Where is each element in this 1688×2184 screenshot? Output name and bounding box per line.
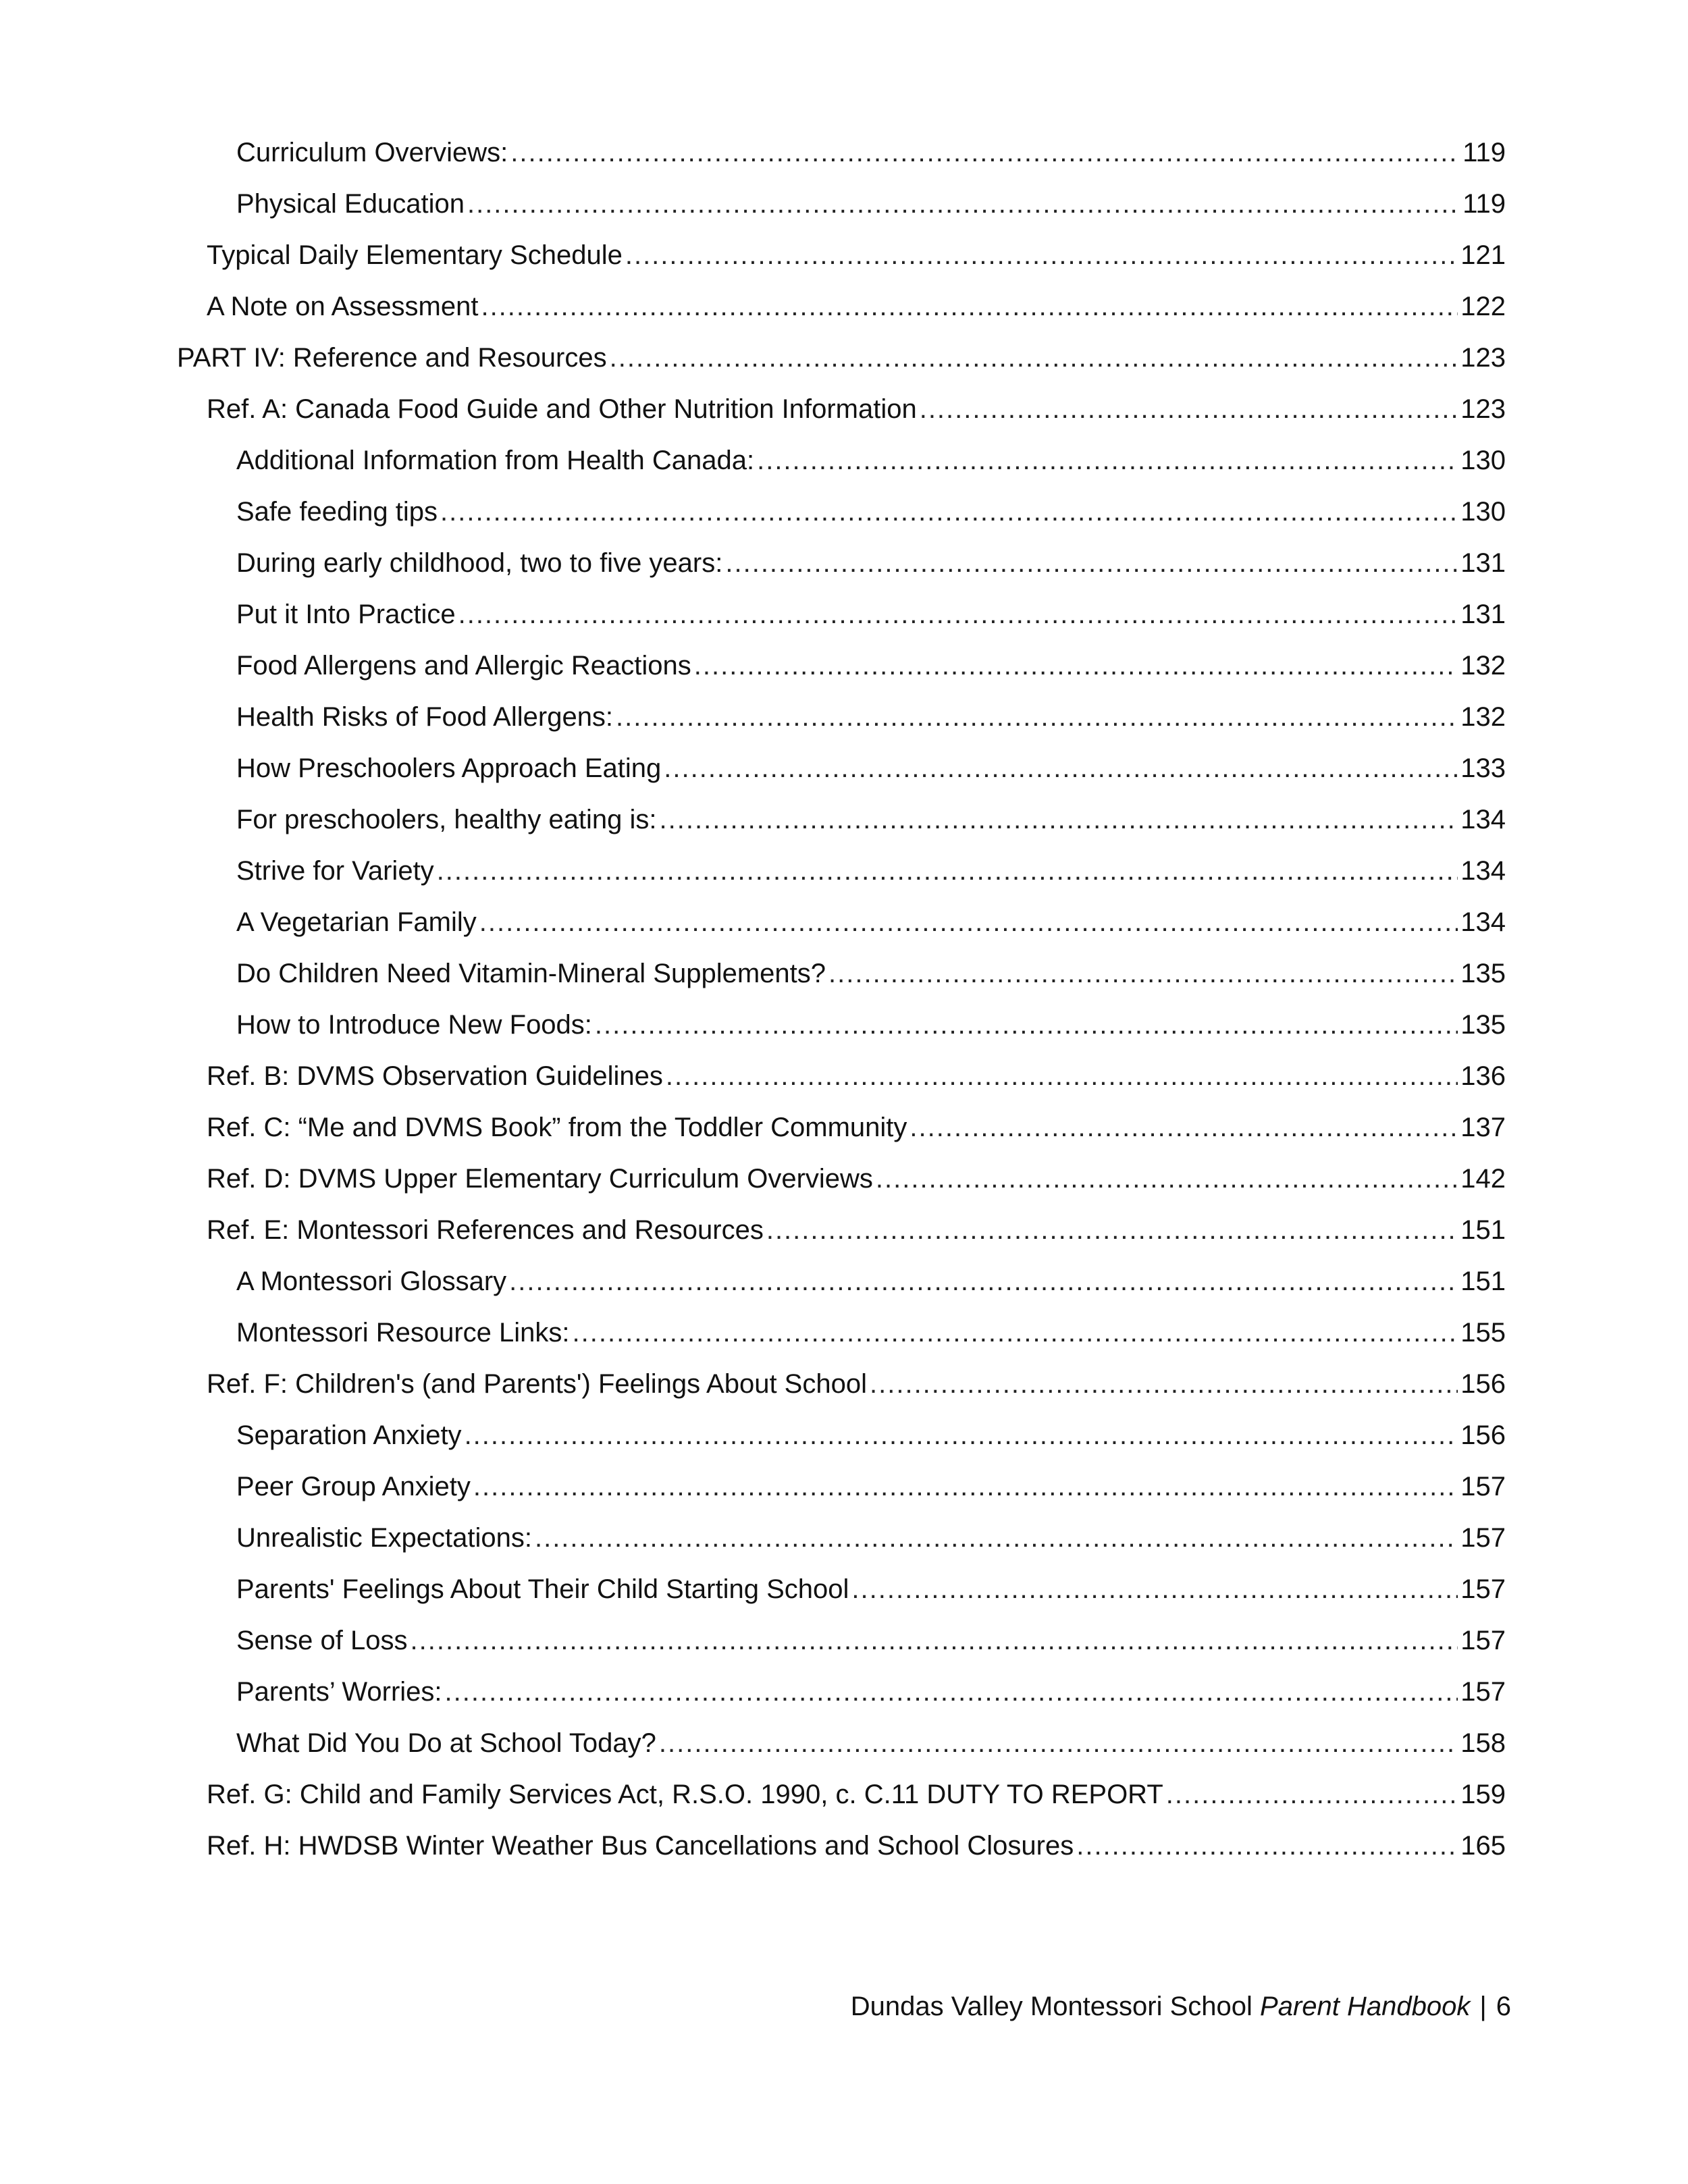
toc-entry[interactable] <box>177 1564 1506 1615</box>
toc-dot-leader <box>479 906 1458 938</box>
toc-entry[interactable] <box>177 897 1506 948</box>
toc-entry[interactable] <box>177 1410 1506 1461</box>
toc-entry-page-number: 157 <box>1460 1626 1506 1655</box>
toc-dot-leader <box>851 1573 1458 1605</box>
toc-dot-leader <box>920 393 1458 425</box>
toc-entry-page-number: 123 <box>1460 394 1506 424</box>
toc-dot-leader <box>481 290 1458 323</box>
toc-entry-title: Parents’ Worries: <box>236 1677 442 1707</box>
toc-dot-leader <box>445 1676 1458 1708</box>
toc-dot-leader <box>870 1368 1458 1400</box>
toc-dot-leader <box>440 496 1458 528</box>
toc-dot-leader <box>766 1214 1458 1246</box>
toc-dot-leader <box>659 1727 1458 1759</box>
toc-entry-title: Separation Anxiety <box>236 1420 462 1450</box>
toc-entry-page-number: 131 <box>1460 548 1506 578</box>
toc-entry[interactable] <box>177 486 1506 537</box>
toc-dot-leader <box>666 1060 1458 1092</box>
toc-entry[interactable] <box>177 589 1506 640</box>
toc-entry[interactable] <box>177 537 1506 589</box>
toc-dot-leader <box>694 649 1458 682</box>
toc-entry-title: A Montessori Glossary <box>236 1267 507 1296</box>
toc-dot-leader <box>1166 1778 1458 1811</box>
toc-entry[interactable] <box>177 1717 1506 1769</box>
toc-entry[interactable] <box>177 230 1506 281</box>
toc-entry-page-number: 155 <box>1460 1318 1506 1348</box>
toc-entry-title: Peer Group Anxiety <box>236 1472 471 1501</box>
toc-entry-page-number: 156 <box>1460 1369 1506 1399</box>
toc-dot-leader <box>660 803 1458 836</box>
toc-dot-leader <box>828 957 1458 990</box>
toc-entry-page-number: 134 <box>1460 805 1506 834</box>
toc-entry-title: Ref. B: DVMS Observation Guidelines <box>207 1061 663 1091</box>
toc-entry[interactable] <box>177 999 1506 1050</box>
toc-dot-leader <box>411 1624 1458 1657</box>
toc-entry[interactable] <box>177 1153 1506 1204</box>
toc-dot-leader <box>437 855 1458 887</box>
toc-entry-page-number: 132 <box>1460 702 1506 732</box>
toc-entry-page-number: 137 <box>1460 1113 1506 1142</box>
toc-entry-title: During early childhood, two to five years: <box>236 548 723 578</box>
toc-entry-title: Put it Into Practice <box>236 600 456 629</box>
toc-entry-page-number: 157 <box>1460 1523 1506 1553</box>
footer-school-name: Dundas Valley Montessori School <box>850 1992 1261 2021</box>
toc-entry[interactable] <box>177 435 1506 486</box>
toc-entry[interactable] <box>177 640 1506 691</box>
toc-entry[interactable] <box>177 1307 1506 1358</box>
toc-dot-leader <box>757 444 1458 477</box>
toc-entry-page-number: 165 <box>1460 1831 1506 1861</box>
toc-entry[interactable] <box>177 794 1506 845</box>
toc-dot-leader <box>616 701 1458 733</box>
toc-dot-leader <box>467 188 1460 220</box>
toc-entry-title: How to Introduce New Foods: <box>236 1010 592 1040</box>
toc-entry-title: What Did You Do at School Today? <box>236 1728 656 1758</box>
toc-entry-title: PART IV: Reference and Resources <box>177 343 607 373</box>
toc-entry[interactable] <box>177 1102 1506 1153</box>
toc-entry-page-number: 159 <box>1460 1780 1506 1809</box>
toc-entry-title: Parents' Feelings About Their Child Starting School <box>236 1574 849 1604</box>
toc-entry[interactable] <box>177 1615 1506 1666</box>
toc-dot-leader <box>509 1265 1458 1298</box>
toc-dot-leader <box>595 1009 1458 1041</box>
toc-dot-leader <box>909 1111 1458 1144</box>
toc-entry-title: Ref. G: Child and Family Services Act, R.S.O. 1990, c. C.11 DUTY TO REPORT <box>207 1780 1163 1809</box>
toc-dot-leader <box>458 598 1458 631</box>
toc-entry-title: Unrealistic Expectations: <box>236 1523 532 1553</box>
toc-dot-leader <box>876 1163 1458 1195</box>
toc-entry[interactable] <box>177 178 1506 230</box>
toc-dot-leader <box>473 1470 1458 1503</box>
toc-entry-page-number: 136 <box>1460 1061 1506 1091</box>
toc-entry-title: Strive for Variety <box>236 856 434 886</box>
toc-entry[interactable] <box>177 1256 1506 1307</box>
toc-entry-title: Food Allergens and Allergic Reactions <box>236 651 691 681</box>
toc-entry-page-number: 135 <box>1460 959 1506 988</box>
toc-dot-leader <box>510 136 1460 169</box>
toc-entry-page-number: 135 <box>1460 1010 1506 1040</box>
toc-entry-page-number: 132 <box>1460 651 1506 681</box>
toc-entry-title: For preschoolers, healthy eating is: <box>236 805 657 834</box>
toc-entry-page-number: 134 <box>1460 856 1506 886</box>
toc-entry-title: Safe feeding tips <box>236 497 438 527</box>
toc-entry[interactable] <box>177 1461 1506 1512</box>
toc-entry[interactable] <box>177 691 1506 743</box>
toc-entry-title: Ref. C: “Me and DVMS Book” from the Toddler Community <box>207 1113 907 1142</box>
toc-entry[interactable] <box>177 127 1506 178</box>
toc-entry-title: A Note on Assessment <box>207 292 479 321</box>
toc-entry-title: A Vegetarian Family <box>236 907 477 937</box>
toc-entry-title: Ref. E: Montessori References and Resources <box>207 1215 764 1245</box>
toc-entry[interactable] <box>177 1666 1506 1717</box>
toc-dot-leader <box>1076 1830 1458 1862</box>
toc-entry-page-number: 121 <box>1460 240 1506 270</box>
toc-entry-title: Ref. D: DVMS Upper Elementary Curriculum Overviews <box>207 1164 873 1194</box>
toc-entry-page-number: 156 <box>1460 1420 1506 1450</box>
toc-dot-leader <box>725 547 1458 579</box>
toc-entry-page-number: 157 <box>1460 1677 1506 1707</box>
toc-entry[interactable] <box>177 1769 1506 1820</box>
toc-entry-title: Physical Education <box>236 189 465 219</box>
toc-entry-title: Curriculum Overviews: <box>236 138 508 167</box>
toc-entry-title: Ref. H: HWDSB Winter Weather Bus Cancellations and School Closures <box>207 1831 1074 1861</box>
toc-entry[interactable] <box>177 1820 1506 1871</box>
toc-dot-leader <box>664 752 1458 784</box>
toc-entry-title: Do Children Need Vitamin-Mineral Supplements? <box>236 959 826 988</box>
page-footer <box>851 1990 1511 2023</box>
toc-entry-title: Health Risks of Food Allergens: <box>236 702 614 732</box>
toc-entry-page-number: 122 <box>1460 292 1506 321</box>
toc-entry[interactable] <box>177 383 1506 435</box>
toc-entry-page-number: 134 <box>1460 907 1506 937</box>
toc-entry[interactable] <box>177 743 1506 794</box>
toc-entry-title: Montessori Resource Links: <box>236 1318 570 1348</box>
toc-entry[interactable] <box>177 332 1506 383</box>
toc-entry-title: Ref. F: Children's (and Parents') Feelings About School <box>207 1369 867 1399</box>
toc-entry-title: Additional Information from Health Canada: <box>236 446 755 475</box>
footer-handbook-title: Parent Handbook <box>1260 1992 1471 2021</box>
toc-entry-page-number: 131 <box>1460 600 1506 629</box>
toc-dot-leader <box>535 1522 1458 1554</box>
toc-entry[interactable] <box>177 281 1506 332</box>
toc-entry[interactable] <box>177 1358 1506 1410</box>
toc-entry-page-number: 133 <box>1460 753 1506 783</box>
toc-entry-page-number: 119 <box>1462 189 1506 219</box>
toc-entry[interactable] <box>177 948 1506 999</box>
toc-entry-page-number: 130 <box>1460 497 1506 527</box>
toc-entry-page-number: 157 <box>1460 1574 1506 1604</box>
toc-entry[interactable] <box>177 1204 1506 1256</box>
toc-dot-leader <box>625 239 1458 271</box>
toc-entry-title: Sense of Loss <box>236 1626 408 1655</box>
toc-entry-title: Typical Daily Elementary Schedule <box>207 240 623 270</box>
toc-dot-leader <box>610 342 1458 374</box>
toc-dot-leader <box>465 1419 1458 1451</box>
footer-page-number: 6 <box>1496 1992 1511 2021</box>
toc-entry-page-number: 119 <box>1462 138 1506 167</box>
toc-entry[interactable] <box>177 1512 1506 1564</box>
toc-entry[interactable] <box>177 1050 1506 1102</box>
toc-entry-page-number: 151 <box>1460 1267 1506 1296</box>
toc-dot-leader <box>573 1316 1458 1349</box>
toc-entry-title: Ref. A: Canada Food Guide and Other Nutrition Information <box>207 394 917 424</box>
toc-entry-page-number: 157 <box>1460 1472 1506 1501</box>
toc-entry-page-number: 158 <box>1460 1728 1506 1758</box>
toc-entry-page-number: 130 <box>1460 446 1506 475</box>
toc-entry-page-number: 123 <box>1460 343 1506 373</box>
toc-entry[interactable] <box>177 845 1506 897</box>
toc-entry-page-number: 151 <box>1460 1215 1506 1245</box>
table-of-contents <box>177 127 1506 1871</box>
footer-separator: | <box>1479 1992 1487 2021</box>
toc-entry-title: How Preschoolers Approach Eating <box>236 753 662 783</box>
toc-entry-page-number: 142 <box>1460 1164 1506 1194</box>
